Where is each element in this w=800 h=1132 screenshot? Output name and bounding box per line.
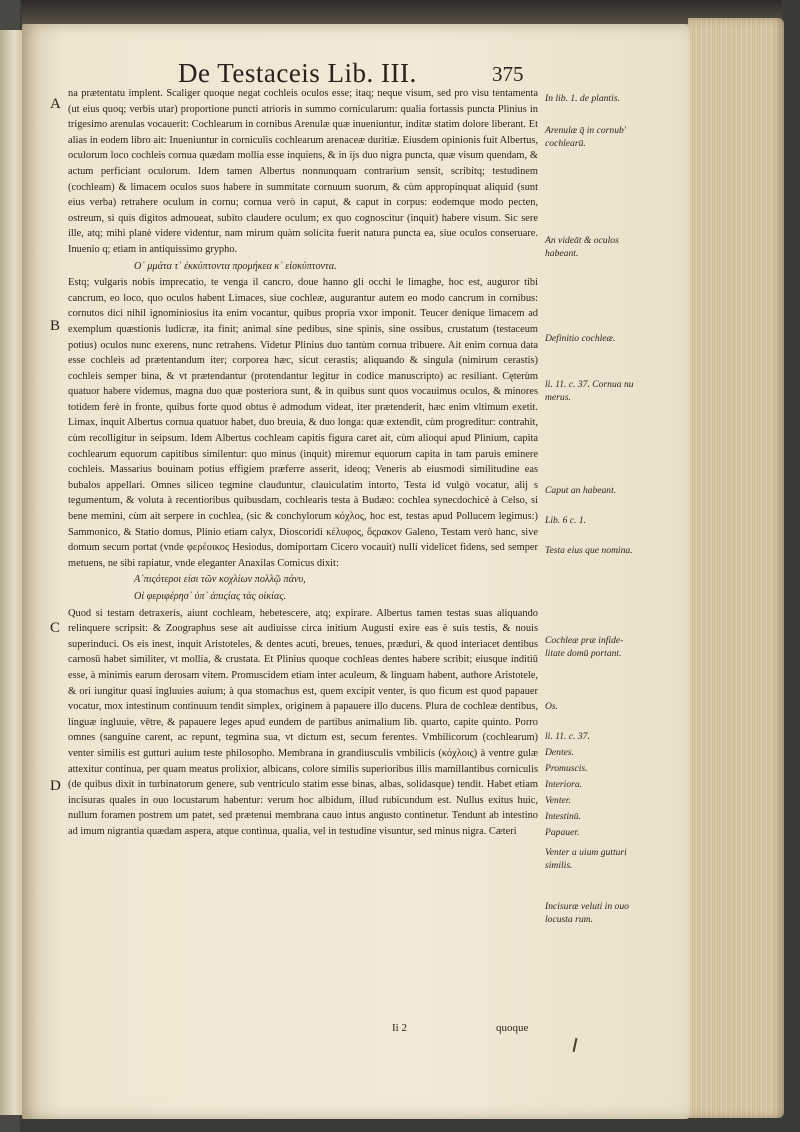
section-letter-a: A (50, 96, 61, 112)
margin-note: li. 11. c. 37. (545, 731, 590, 742)
margin-note: Intestinū. (545, 811, 581, 822)
page-number: 375 (492, 62, 524, 86)
running-title: De Testaceis Lib. III. (178, 58, 417, 88)
margin-note: Dentes. (545, 747, 575, 758)
greek-verse-1: Ο᾽ μμάτα τ᾽ ἐκκύπτοντα προμήκεα κ᾽ εἰσκύπτοντα. (134, 260, 337, 272)
margin-note: Os. (545, 701, 559, 712)
top-edge-shadow (22, 0, 782, 26)
margin-note: Lib. 6 c. 1. (545, 515, 587, 526)
margin-note: Venter. (545, 795, 571, 806)
paragraph-2: Estq; vulgaris nobis imprecatio, te venga il cancro, doue hanno gli occhi le limaghe, hoc est, auguror tibi cancrum, eo loco, quo oculos habent Limaces, siue cochleæ, augurantur autem eo modo cancrum in cornibus: cornutos dici nihil ignominiosius ita enim vocantur, quibus propria vxor imponit. Teucer denique limacem ad exemplum quæstionis ludicræ, ita finit; animal sine pedibus, sine spinis, sine ossibus, crustatum (testaceum potius) oculos nunc exerens, nunc retrahens. Videtur Plinius duo tantùm cornua tribuere. Ait enim cornua data esse cochleis ad prætentandum iter; corporea hæc, sicut cerastis; aliquando & singula (nimirum cerastis) cochleis semper bina, & vt prætendantur (protendantur legitur in codice manuscripto) ac resiliant. Cęterùm quatuor habere videmus, magna duo quæ posteriora sunt, & in quibus sunt quos vocauimus oculos, & minores totidem ferè in fronte, quibus forte quod obtus è admodum videat, iter prætenderit, hæc enim vltimum exetit. Limax, inquit Albertus cornua quatuor habet, duo breuia, & duo longa: quæ extendit, cùm progreditur: contrahit, cùm recolligitur in seipsum. Idem Albertus cochleam capitis figura caret ait, cùm alioqui apud Plinium, capita cochlearum equorum capitibus similentur: quo minus (inquit) miremur equorum capita in tam paruis eminere cochleis. Massarius bouinam potius effigiem præferre asserit, ideoq; Veneris ab eiusmodi similitudine eas bubalos appellari. Omnes siliceo tegmine clauduntur, clauiculatim intorto, Testa id vulgò vocatur, alij s tegumentum, & voluta à recentioribus quibusdam, cochlearis testa à Budæo: cochlea synecdochicè à Celso, si bene memini, cùm ait serpere in cochlea, (sic & conchylorum κόχλος, hoc est, testas apud Pollucem legimus:) Sammonico, & Statio domus, Plinio etiam calyx, Dioscoridi κέλυφος, ὄςρακον Galeno, Testam verò hanc, sive domum secum portat (vnde φερέοικος Hesiodus, domiportam Cicero vocauit) nulli videlicet fidens, sed semper metuens, ne sibi rapiatur, vnde eleganter Anaxilas Comicus dixit: (68, 277, 538, 569)
margin-note: Cochleæ præ infide- litate domū portant. (545, 635, 624, 659)
greek-verse-3: Οἱ φεριφέρησ᾽ ὑπ᾽ ἀπιςίας τὰς οἰκίας. (134, 591, 287, 602)
margin-note: Caput an habeant. (545, 485, 617, 496)
paragraph-1: na prætentatu implent. Scaliger quoque negat cochleis oculos esse; itaq; neque visum, sed pro visu tentamenta (ut eius quoq; verbis utar) proportione puncti atrioris in summo cornicularum: qualia fortassis puncta Plinius in trigesimo arenulas vocauerit: Cochlearum in cornibus Arenulæ quæ inueniuntur, inditæ statim dolore liberant. Et alias in eodem libro ait: Inueniuntur in corniculis cochlearum arenaceæ duritiæ. Eiusdem opinionis fuit Albertus, oculorum loco cochleis cornua quædam mollia esse inquiens, & in ijs duo nigra puncta, quæ visum quendam, & actum perficiant oculorum. Idem tamen Albertus nonnunquam contrarium sensit, scribitq; testudinem (cochleam) & limacem oculos suos habere in summitate cornuum suorum, & cùm appropinquat aliquid (sunt eius verba) retrahere oculum in cornu; cornua verò in caput, & caput in corpus: eodemque modo pecten, ostreum, si quis digitos admoueat, subito claudere oculum; ex quo cognoscitur (inquit) habere visum. Sic sere ille, atq; mihi planè videre videntur, nam mirum quàm solicita fuerit natura puncta ea, siue oculos conseruare. Inuenio q; etiam in antiquissimo grypho. (68, 88, 538, 255)
margin-note: Testa eius que nomina. (545, 545, 633, 556)
margin-note: Promuscis. (545, 763, 588, 774)
fore-edge-pages (688, 18, 784, 1118)
section-letter-c: C (50, 620, 61, 636)
margin-note: In lib. 1. de plantis. (545, 93, 620, 104)
margin-note: Venter a uium gutturi similis. (545, 847, 627, 871)
margin-note: li. 11. c. 37. Cornua nu merus. (545, 379, 634, 403)
margin-note: Definitio cochleæ. (545, 333, 616, 344)
signature-mark: Ii 2 (392, 1022, 407, 1034)
paragraph-3: Quod si testam detraxeris, aiunt cochleam, hebetescere, atq; expirare. Albertus tamen testas suas aliquando relinquere scripsit: & Zoographus sese ait audiuisse circa initium Augusti exire eas è suis testis, & nouis superinduci. Os eis inest, inquit Aristoteles, & dentes acuti, breues, tenues, præduri, & quod interiacet dentibus carnosū habet similiter, vt mollia, & crustata. Et Plinius quoque cochleas dentes habere scribit; eiusque inditiū esse, à minimis earum derosam vitem. Promuscidem etiam inter aculeum, & linguam habent, authore Aristotele, & ori iungitur quasi ingluuies auium; à qua stomachus est, quem excipit venter, is quo ficum est quod papauer vocatur, mox intestinum continuum tendit simplex, originem à papauere illo ducens. Plura de cochleæ dentibus, linguæ ingluuie, vētre, & papauere leges apud eundem de partibus animalium lib. quarto, capite quinto. Porro omnes (sanguine carent, ac repunt, tegmina sua, vt dictum est, secum ferentes. Vmbilicorum (cochlearum) venter similis est gutturi auium teste philosopho. Membrana in grandiusculis vmbilicis (κόχλοις) à ventre gulæ attexitur continua, per quam meatus prolixior, albicans, colore similis superioribus illis mamillantibus corniculis (de quibus dixit in turbinatorum genere, sub ventriculo statim esse binas, albas, solidasque) tendit. Habet etiam incisuras quales in ouo locustarum habentur: verum hoc albidum, illud rubicundum est. Nullus exitus huic, nullum foramen postrem um patet, sed prætenui membrana cauo intus angusto continetur. Tendunt ab intestino ad imum nigrantia quædam aspera, atque continua, qualia, vel in testudine visuntur, sed minus nigra. Cæteri (68, 607, 538, 837)
section-letter-d: D (50, 778, 61, 794)
left-page-edge (0, 30, 24, 1115)
margin-note: An videāt & oculos habeant. (545, 235, 619, 259)
greek-verse-2: Α᾽πιςότεροι εἰσι τῶν κοχλίων πολλῷ πάνυ, (134, 574, 306, 586)
margin-note: Incisuræ veluti in ouo locusta rum. (545, 901, 629, 925)
margin-note: Arenulæ q̄ in cornub' cochlearū. (545, 125, 626, 149)
main-text-column (68, 86, 538, 840)
section-letter-b: B (50, 318, 61, 334)
catchword: quoque (496, 1022, 529, 1034)
margin-note: Papauer. (545, 827, 580, 838)
margin-note: Interiora. (545, 779, 583, 790)
